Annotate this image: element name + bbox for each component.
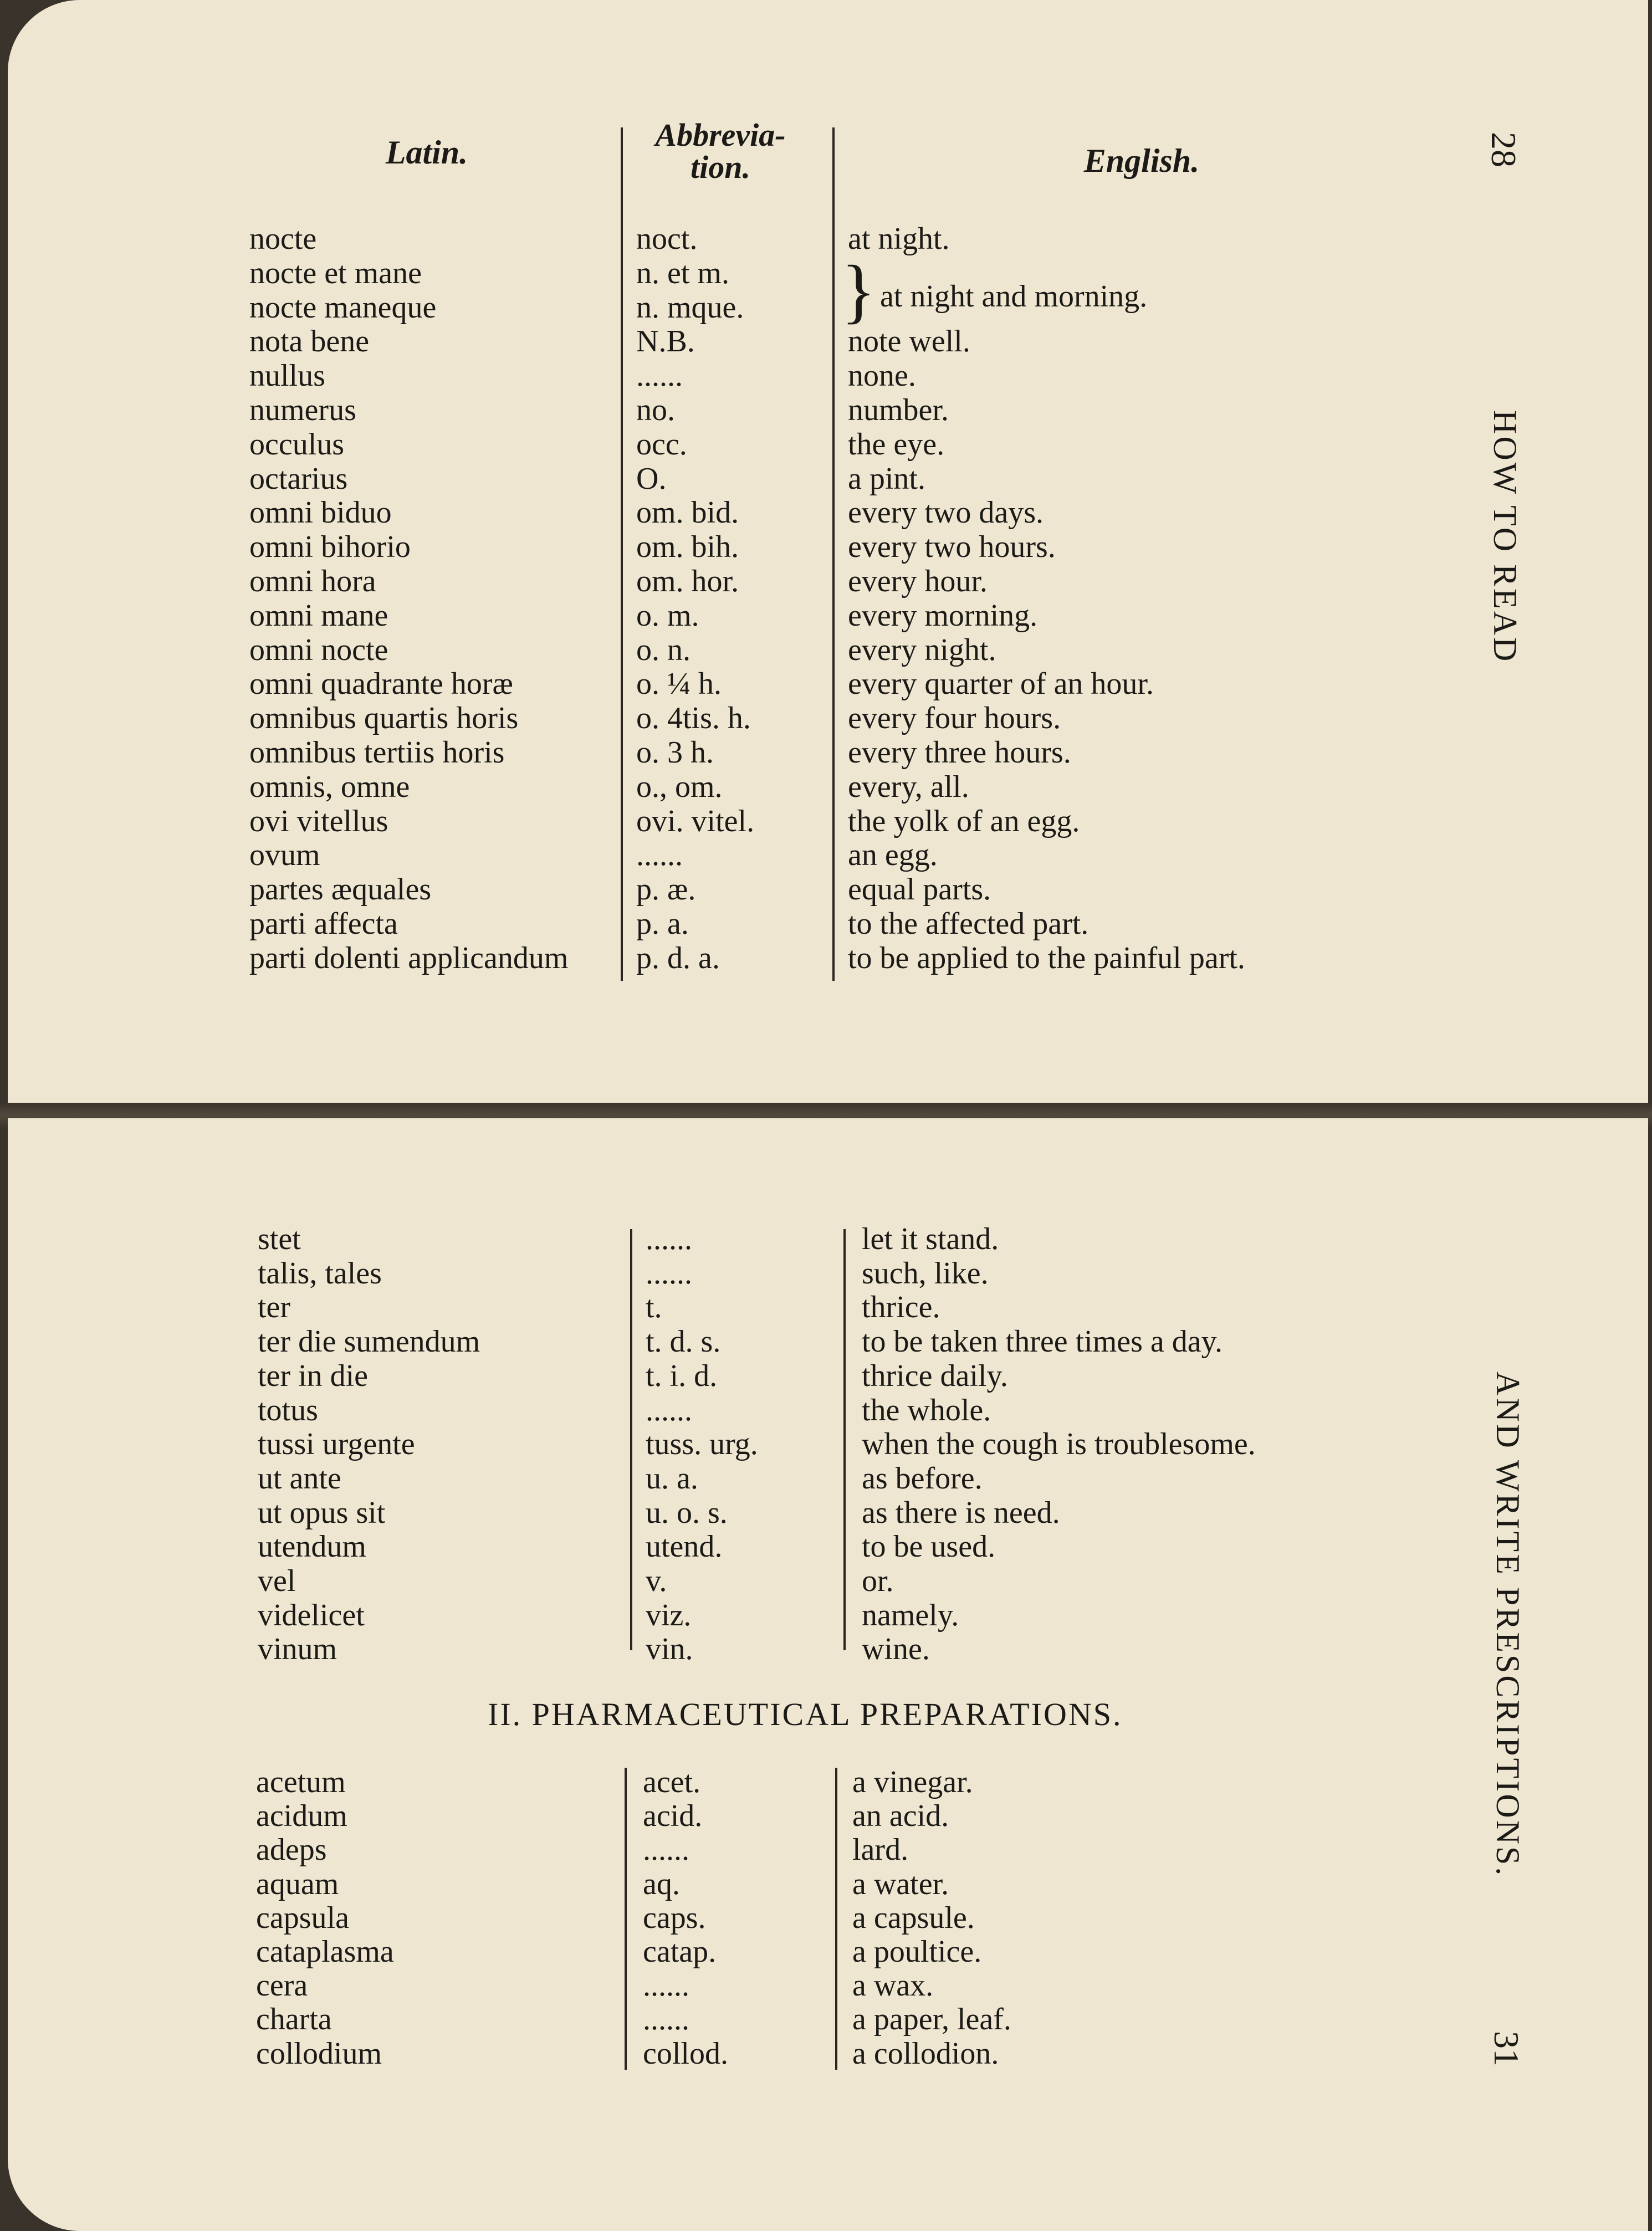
cell-latin: capsula bbox=[256, 1900, 349, 1935]
table-row bbox=[0, 1833, 1496, 1867]
cell-latin: parti dolenti applicandum bbox=[249, 940, 569, 975]
table-row bbox=[0, 290, 1496, 325]
cell-english: none. bbox=[848, 359, 916, 393]
cell-latin: omni hora bbox=[249, 564, 376, 598]
cell-english: every hour. bbox=[848, 564, 988, 598]
cell-abbr: collod. bbox=[643, 2036, 728, 2071]
cell-english: every, all. bbox=[848, 769, 969, 804]
cell-english: to be taken three times a day. bbox=[862, 1324, 1223, 1359]
cell-abbr: u. a. bbox=[646, 1461, 698, 1496]
cell-english: equal parts. bbox=[848, 872, 991, 907]
cell-english: thrice daily. bbox=[862, 1358, 1008, 1393]
cell-english: a wax. bbox=[852, 1968, 934, 2003]
cell-abbr: tuss. urg. bbox=[646, 1427, 758, 1462]
table-row bbox=[0, 804, 1496, 838]
cell-abbr: O. bbox=[636, 461, 667, 496]
cell-abbr: p. d. a. bbox=[636, 940, 720, 975]
cell-english: to be used. bbox=[862, 1529, 996, 1564]
table-row bbox=[0, 667, 1496, 701]
cell-abbr: t. i. d. bbox=[646, 1358, 718, 1393]
cell-latin: ter in die bbox=[258, 1358, 369, 1393]
cell-english: thrice. bbox=[862, 1290, 940, 1325]
table-row bbox=[0, 838, 1496, 872]
cell-latin: tussi urgente bbox=[258, 1427, 415, 1462]
cell-latin: vinum bbox=[258, 1632, 337, 1667]
cell-english: or. bbox=[862, 1564, 894, 1598]
cell-abbr: acet. bbox=[643, 1765, 701, 1799]
cell-abbr: ...... bbox=[646, 1256, 692, 1291]
page-number-bottom: 31 bbox=[1487, 2031, 1526, 2066]
cell-latin: vel bbox=[258, 1564, 296, 1598]
cell-latin: occulus bbox=[249, 427, 345, 462]
cell-latin: nullus bbox=[249, 359, 325, 393]
cell-english: a water. bbox=[852, 1866, 949, 1901]
running-header-top: HOW TO READ bbox=[1487, 410, 1523, 664]
section-title: II. PHARMACEUTICAL PREPARATIONS. bbox=[488, 1696, 1123, 1732]
cell-english: every quarter of an hour. bbox=[848, 667, 1154, 702]
cell-latin: omni biduo bbox=[249, 495, 392, 530]
cell-abbr: catap. bbox=[643, 1935, 717, 1969]
cell-latin: aquam bbox=[256, 1866, 339, 1901]
cell-latin: omnis, omne bbox=[249, 769, 410, 804]
cell-latin: omni bihorio bbox=[249, 530, 411, 565]
cell-latin: nocte maneque bbox=[249, 290, 437, 325]
cell-latin: omnibus quartis horis bbox=[249, 701, 519, 736]
cell-abbr: om. bih. bbox=[636, 530, 739, 565]
cell-abbr: ...... bbox=[643, 2002, 689, 2037]
table-row bbox=[0, 1256, 1496, 1291]
cell-abbr: o. 4tis. h. bbox=[636, 701, 751, 736]
table-row bbox=[0, 359, 1496, 393]
cell-latin: partes æquales bbox=[249, 872, 432, 907]
cell-abbr: om. hor. bbox=[636, 564, 739, 598]
cell-abbr: aq. bbox=[643, 1866, 680, 1901]
cell-abbr: ...... bbox=[636, 838, 683, 873]
cell-latin: parti affecta bbox=[249, 907, 398, 941]
table-row bbox=[0, 1799, 1496, 1833]
header-english: English. bbox=[1083, 142, 1200, 179]
cell-abbr: t. d. s. bbox=[646, 1324, 721, 1359]
cell-english: a pint. bbox=[848, 461, 925, 496]
table-row bbox=[0, 1901, 1496, 1935]
cell-abbr: p. æ. bbox=[636, 872, 696, 907]
cell-abbr: o. ¼ h. bbox=[636, 667, 722, 702]
cell-abbr: v. bbox=[646, 1564, 667, 1598]
table-row bbox=[0, 256, 1496, 290]
table-row bbox=[0, 907, 1496, 941]
cell-latin: ter bbox=[258, 1290, 291, 1325]
table-row bbox=[0, 1564, 1496, 1598]
cell-english: a paper, leaf. bbox=[852, 2002, 1011, 2037]
brace-text: at night and morning. bbox=[880, 279, 1148, 314]
cell-english: such, like. bbox=[862, 1256, 989, 1291]
cell-english: every morning. bbox=[848, 598, 1038, 633]
cell-latin: utendum bbox=[258, 1529, 366, 1564]
table-row bbox=[0, 2002, 1496, 2036]
table-row bbox=[0, 1427, 1496, 1461]
cell-latin: acetum bbox=[256, 1765, 346, 1799]
cell-abbr: acid. bbox=[643, 1799, 703, 1834]
cell-english: number. bbox=[848, 393, 949, 427]
cell-latin: ut ante bbox=[258, 1461, 341, 1496]
cell-english: a poultice. bbox=[852, 1935, 982, 1969]
cell-abbr: vin. bbox=[646, 1632, 693, 1667]
cell-latin: numerus bbox=[249, 393, 356, 427]
cell-abbr: ...... bbox=[643, 1833, 689, 1867]
cell-latin: videlicet bbox=[258, 1598, 365, 1633]
cell-latin: omni mane bbox=[249, 598, 388, 633]
table-row bbox=[0, 633, 1496, 667]
table-row bbox=[0, 324, 1496, 359]
table-row bbox=[0, 598, 1496, 633]
cell-abbr: viz. bbox=[646, 1598, 692, 1633]
table-row bbox=[0, 1935, 1496, 1969]
table-row bbox=[0, 1461, 1496, 1496]
cell-english: every night. bbox=[848, 632, 996, 667]
cell-latin: octarius bbox=[249, 461, 348, 496]
cell-english: as before. bbox=[862, 1461, 983, 1496]
table-row bbox=[0, 2036, 1496, 2071]
cell-latin: ovum bbox=[249, 838, 320, 873]
table-row bbox=[0, 1632, 1496, 1666]
cell-abbr: o. 3 h. bbox=[636, 735, 714, 770]
cell-english: an egg. bbox=[848, 838, 938, 873]
table-row bbox=[0, 495, 1496, 530]
cell-english: lard. bbox=[852, 1833, 909, 1867]
table-row bbox=[0, 1359, 1496, 1393]
header-abbreviation-line2: tion. bbox=[691, 149, 750, 185]
table-row bbox=[0, 1529, 1496, 1564]
table-row bbox=[0, 1598, 1496, 1633]
cell-latin: omnibus tertiis horis bbox=[249, 735, 505, 770]
cell-latin: collodium bbox=[256, 2036, 382, 2071]
table-row bbox=[0, 1496, 1496, 1530]
cell-latin: cera bbox=[256, 1968, 308, 2003]
cell-abbr: p. a. bbox=[636, 907, 689, 941]
cell-abbr: ...... bbox=[643, 1968, 689, 2003]
table-row bbox=[0, 222, 1496, 256]
header-abbreviation-line1: Abbrevia- bbox=[655, 117, 786, 153]
cell-english: an acid. bbox=[852, 1799, 949, 1834]
cell-latin: nota bene bbox=[249, 324, 370, 359]
cell-english: at night. bbox=[848, 222, 950, 256]
cell-abbr: o. n. bbox=[636, 632, 691, 667]
cell-english: wine. bbox=[862, 1632, 930, 1667]
cell-abbr: utend. bbox=[646, 1529, 723, 1564]
running-header-bottom: AND WRITE PRESCRIPTIONS. bbox=[1490, 1372, 1526, 1878]
cell-abbr: o. m. bbox=[636, 598, 699, 633]
cell-latin: nocte bbox=[249, 222, 317, 256]
cell-english: the eye. bbox=[848, 427, 945, 462]
cell-abbr: ...... bbox=[636, 359, 683, 393]
table-row bbox=[0, 564, 1496, 598]
cell-abbr: occ. bbox=[636, 427, 687, 462]
cell-english: every two hours. bbox=[848, 530, 1056, 565]
cell-abbr: om. bid. bbox=[636, 495, 739, 530]
cell-latin: omni nocte bbox=[249, 632, 388, 667]
cell-english: a collodion. bbox=[852, 2036, 999, 2071]
cell-english: every two days. bbox=[848, 495, 1044, 530]
table-row bbox=[0, 770, 1496, 804]
cell-abbr: ...... bbox=[646, 1393, 692, 1427]
table-row bbox=[0, 427, 1496, 462]
cell-latin: ovi vitellus bbox=[249, 804, 388, 838]
cell-abbr: n. mque. bbox=[636, 290, 744, 325]
cell-english: every four hours. bbox=[848, 701, 1061, 736]
cell-english: as there is need. bbox=[862, 1495, 1060, 1530]
cell-latin: stet bbox=[258, 1222, 301, 1256]
header-abbreviation bbox=[632, 119, 809, 183]
table-row bbox=[0, 1765, 1496, 1799]
cell-english: when the cough is troublesome. bbox=[862, 1427, 1256, 1462]
cell-latin: talis, tales bbox=[258, 1256, 382, 1291]
cell-english: a vinegar. bbox=[852, 1765, 973, 1799]
table-row bbox=[0, 530, 1496, 564]
cell-abbr: no. bbox=[636, 393, 675, 427]
table-row bbox=[0, 462, 1496, 496]
cell-abbr: caps. bbox=[643, 1900, 706, 1935]
page-number-top: 28 bbox=[1484, 132, 1523, 167]
cell-latin: acidum bbox=[256, 1799, 347, 1834]
table-row bbox=[0, 1324, 1496, 1359]
cell-abbr: o., om. bbox=[636, 769, 723, 804]
cell-latin: omni quadrante horæ bbox=[249, 667, 513, 702]
brace-symbol: } bbox=[841, 251, 876, 331]
table-row bbox=[0, 701, 1496, 735]
cell-latin: adeps bbox=[256, 1833, 327, 1867]
cell-english: to the affected part. bbox=[848, 907, 1089, 941]
cell-latin: cataplasma bbox=[256, 1935, 394, 1969]
cell-latin: ut opus sit bbox=[258, 1495, 386, 1530]
cell-latin: nocte et mane bbox=[249, 255, 422, 290]
table-row bbox=[0, 1968, 1496, 2003]
table-row bbox=[0, 941, 1496, 975]
cell-english: namely. bbox=[862, 1598, 959, 1633]
cell-english: every three hours. bbox=[848, 735, 1071, 770]
cell-abbr: t. bbox=[646, 1290, 662, 1325]
cell-latin: totus bbox=[258, 1393, 318, 1427]
cell-abbr: ...... bbox=[646, 1222, 692, 1256]
table-row bbox=[0, 1290, 1496, 1324]
table-row bbox=[0, 872, 1496, 907]
cell-latin: charta bbox=[256, 2002, 332, 2037]
cell-latin: ter die sumendum bbox=[258, 1324, 480, 1359]
cell-english: a capsule. bbox=[852, 1900, 975, 1935]
cell-english: the whole. bbox=[862, 1393, 991, 1427]
table-row bbox=[0, 393, 1496, 427]
cell-english: note well. bbox=[848, 324, 970, 359]
table-row bbox=[0, 1222, 1496, 1256]
cell-abbr: u. o. s. bbox=[646, 1495, 728, 1530]
cell-english: the yolk of an egg. bbox=[848, 804, 1080, 838]
table-row bbox=[0, 1867, 1496, 1901]
cell-abbr: n. et m. bbox=[636, 255, 729, 290]
table-row bbox=[0, 735, 1496, 770]
cell-abbr: N.B. bbox=[636, 324, 695, 359]
header-latin: Latin. bbox=[385, 134, 468, 171]
cell-english: to be applied to the painful part. bbox=[848, 940, 1245, 975]
cell-english: let it stand. bbox=[862, 1222, 999, 1256]
table-row bbox=[0, 1393, 1496, 1427]
cell-abbr: noct. bbox=[636, 222, 698, 256]
cell-abbr: ovi. vitel. bbox=[636, 804, 755, 838]
